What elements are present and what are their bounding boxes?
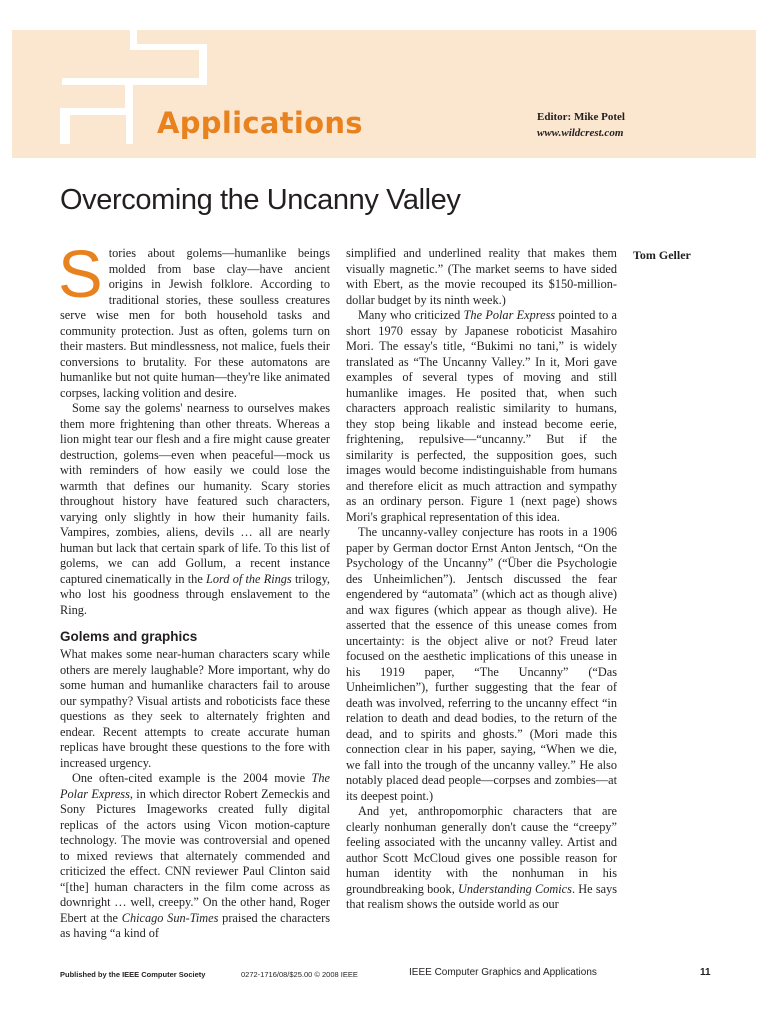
header-band [12, 30, 756, 158]
editor-url[interactable]: www.wildcrest.com [537, 127, 624, 139]
footer-journal: IEEE Computer Graphics and Applications [409, 967, 597, 978]
footer-code: 0272-1716/08/$25.00 © 2008 IEEE [241, 970, 358, 979]
paragraph: What makes some near-human characters scary while others are merely laughable? More important, why do some human and humanlike characters fail to arouse our sympathy? Visual artists and roboticists face these questions as they seek to alternately frighten and endear. Recent attempts to create accurate human replicas have brought these questions to the fore with increased urgency. [60, 647, 330, 770]
drop-cap: S [58, 237, 103, 312]
section-heading: Golems and graphics [60, 629, 198, 644]
paragraph: Stories about golems—humanlike beings molded from base clay—have ancient origins in Jewish folklore. According to traditional stories, these soulless creatures serve wise men for both household tasks and community protection. Just as often, golems turn on their masters. But mindlessness, not malice, fuels their conversions to brutality. For these automatons are humanlike but not quite human—they're like animated corpses, lacking volition and desire. [58, 237, 330, 400]
section-title: Applications [157, 106, 363, 140]
paragraph: And yet, anthropomorphic characters that are clearly nonhuman generally don't cause the “creepy” feeling associated with the uncanny valley. Artist and author Scott McCloud gives one possible reason for human identity with the nonhuman in his groundbreaking book, Understanding Comics. He says that realism shows the outside world as our [346, 804, 618, 911]
paragraph: The uncanny-valley conjecture has roots in a 1906 paper by German doctor Ernst Anton Jentsch, “On the Psychology of the Uncanny” (“Über die Psychologie des Unheimlichen”). Jentsch discussed the fear engendered by “automata” (which act as though alive) and wax figures (which appear as though alive). He asserted that the essence of this unease comes from uncertainty: is the object alive or not? Freud later focused on the aesthetic implications of this unease in his 1919 paper, “The Uncanny” (“Das Unheimlichen”), further suggesting that the fear of death was involved, referring to the uncanny effect “in relation to death and dead bodies, to the return of the dead, and to spirits and ghosts.” (Mori made this connection clear in his paper, saying, “When we die, we fall into the trough of the uncanny valley.” He also notably placed dead people—corpses and zombies—at its deepest point.) [346, 525, 617, 803]
editor-credit [537, 109, 625, 141]
footer-publisher: Published by the IEEE Computer Society [60, 970, 206, 979]
article-title: Overcoming the Uncanny Valley [60, 184, 461, 216]
text-column-2 [346, 246, 617, 913]
paragraph: simplified and underlined reality that makes them visually magnetic.” (The market seems to have sided with Ebert, as the movie recouped its $150-million-dollar budget by its ninth week.) [346, 246, 617, 307]
paragraph: Some say the golems' nearness to ourselves makes them more frightening than other threats. Whereas a lion might tear our flesh and a fire might cause greater destruction, golems—even when peaceful—mock us with reminders of how easily we could lose the warmth that defines our humanity. Scary stories throughout history have featured such characters, varying only slightly in how their humanity fails. Vampires, zombies, aliens, devils … all are nearly human but lack that certain spark of life. To this list of golems, we can add Gollum, a recent instance captured cinematically in the Lord of the Rings trilogy, who lost his goodness through enslavement to the Ring. [60, 401, 331, 617]
paragraph: One often-cited example is the 2004 movie The Polar Express, in which director Robert Zemeckis and Sony Pictures Imageworks created fully digital replicas of the actors using Vicon motion-capture technology. The movie was controversial and opened to mixed reviews that alternately commended and criticized the effect. CNN reviewer Paul Clinton said “[the] human characters in the film come across as downright … well, creepy.” On the other hand, Roger Ebert at the Chicago Sun-Times praised the characters as having “a kind of [60, 771, 331, 940]
editor-name: Editor: Mike Potel [537, 111, 625, 123]
paragraph: Many who criticized The Polar Express pointed to a short 1970 essay by Japanese roboticist Masahiro Mori. The essay's title, “Bukimi no tani,” is widely translated as “The Uncanny Valley.” In it, Mori gave examples of several types of moving and still humanlike images. He posited that, when such characters approach realistic similarity to humans, they stop being likable and instead become eerie, frightening, repulsive—“uncanny.” But if the similarity is perfected, the supposition goes, such images would become indistinguishable from humans and therefore elicit as much attraction and sympathy as an ordinary person. Figure 1 (next page) shows Mori's graphical representation of this idea. [346, 308, 618, 524]
page-number: 11 [700, 967, 711, 978]
article-author: Tom Geller [633, 248, 691, 262]
text-column-1 [58, 237, 331, 942]
